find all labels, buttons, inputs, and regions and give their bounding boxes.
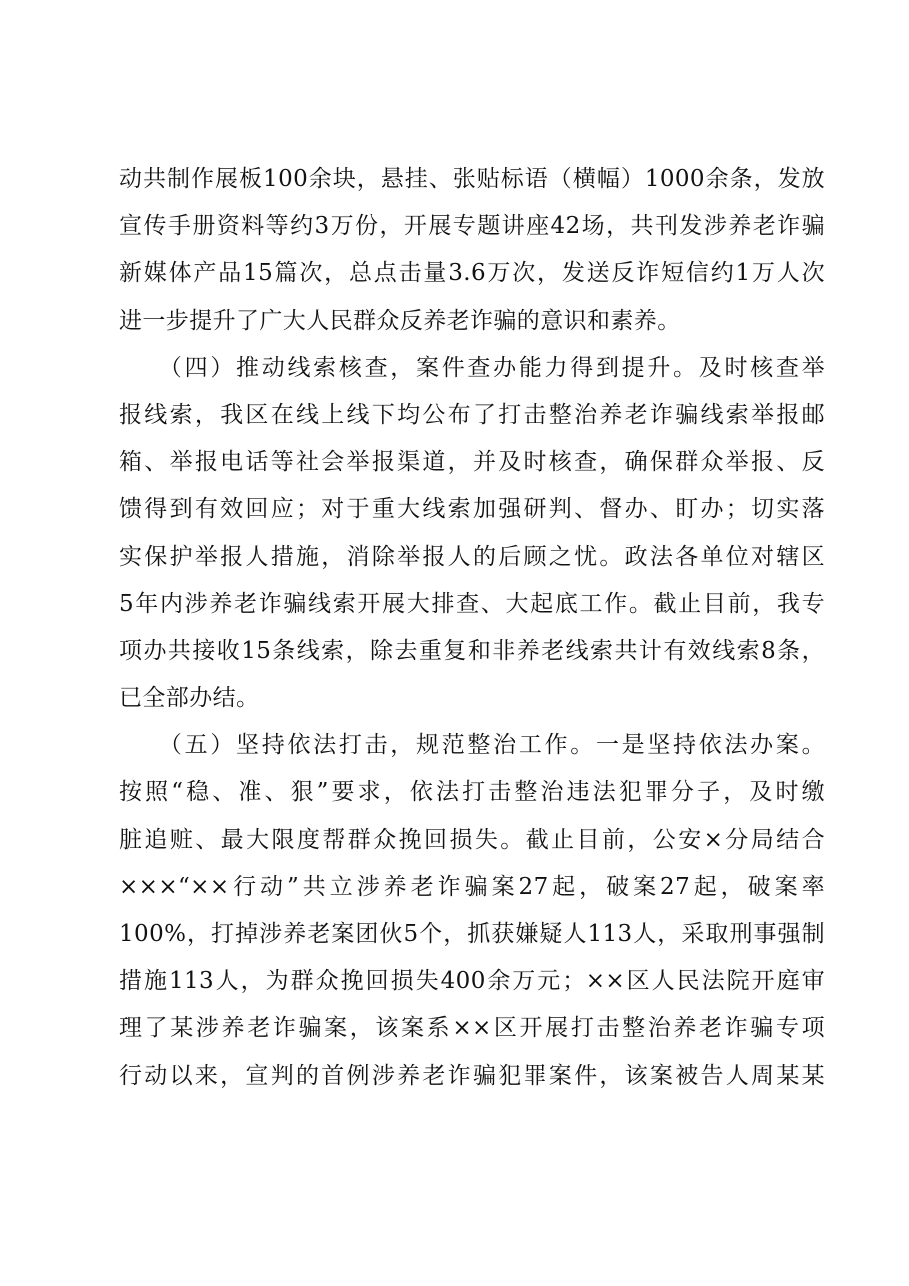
text-line: 行动以来，宣判的首例涉养老诈骗犯罪案件，该案被告人周某某 bbox=[119, 1062, 825, 1089]
text-line: 新媒体产品15篇次，总点击量3.6万次，发送反诈短信约1万人次 bbox=[119, 260, 825, 287]
text-line: ×××“××行动”共立涉养老诈骗案27起，破案27起，破案率 bbox=[119, 873, 825, 900]
text-line: 实保护举报人措施，消除举报人的后顾之忧。政法各单位对辖区 bbox=[119, 543, 825, 570]
text-line: 动共制作展板100余块，悬挂、张贴标语（横幅）1000余条，发放 bbox=[119, 166, 825, 192]
document-body bbox=[119, 156, 825, 1100]
text-line: 脏追赃、最大限度帮群众挽回损失。截止目前，公安×分局结合 bbox=[119, 826, 825, 853]
text-line: （五）坚持依法打击，规范整治工作。一是坚持依法办案。 bbox=[119, 732, 825, 759]
text-line: 理了某涉养老诈骗案，该案系××区开展打击整治养老诈骗专项 bbox=[119, 1015, 825, 1042]
paragraph-section-five bbox=[119, 722, 825, 1100]
text-line: 宣传手册资料等约3万份，开展专题讲座42场，共刊发涉养老诈骗 bbox=[119, 213, 825, 240]
text-line: 报线索，我区在线上线下均公布了打击整治养老诈骗线索举报邮 bbox=[119, 401, 825, 428]
text-line: 按照“稳、准、狠”要求，依法打击整治违法犯罪分子，及时缴 bbox=[119, 779, 825, 806]
text-line: 已全部办结。 bbox=[119, 685, 260, 712]
text-line: 100%，打掉涉养老案团伙5个，抓获嫌疑人113人，采取刑事强制 bbox=[119, 921, 825, 947]
paragraph-publicity-summary bbox=[119, 156, 825, 345]
text-line: 进一步提升了广大人民群众反养老诈骗的意识和素养。 bbox=[119, 307, 681, 334]
text-line: 馈得到有效回应；对于重大线索加强研判、督办、盯办；切实落 bbox=[119, 496, 825, 523]
text-line: 措施113人，为群众挽回损失400余万元；××区人民法院开庭审 bbox=[119, 968, 825, 995]
text-line: 5年内涉养老诈骗线索开展大排查、大起底工作。截止目前，我专 bbox=[119, 590, 825, 617]
text-line: 项办共接收15条线索，除去重复和非养老线索共计有效线索8条， bbox=[119, 637, 825, 664]
text-line: 箱、举报电话等社会举报渠道，并及时核查，确保群众举报、反 bbox=[119, 449, 825, 476]
paragraph-section-four bbox=[119, 345, 825, 723]
text-line: （四）推动线索核查，案件查办能力得到提升。及时核查举 bbox=[119, 354, 825, 381]
